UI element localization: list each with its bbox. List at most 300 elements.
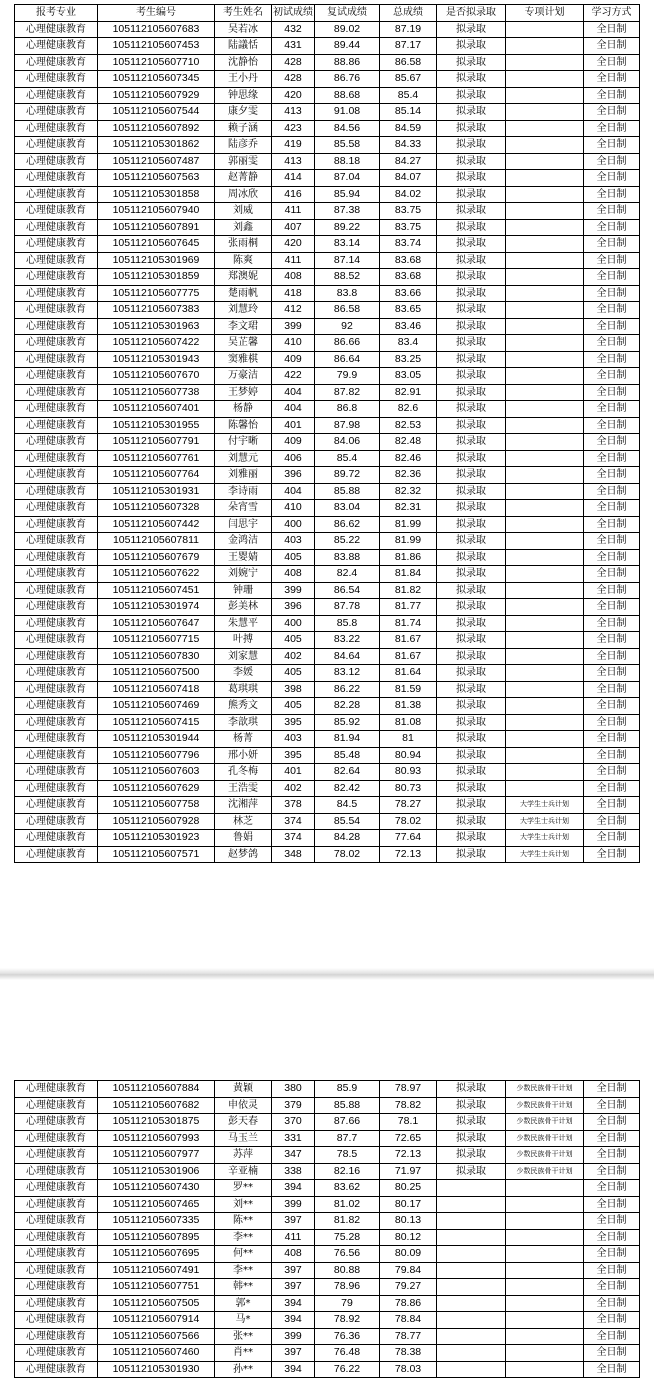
cell-prelim-score: 404 xyxy=(272,483,315,500)
cell-total-score: 80.13 xyxy=(380,1213,437,1230)
cell-retest-score: 83.14 xyxy=(315,236,380,253)
cell-candidate-id: 105112105607418 xyxy=(98,681,215,698)
cell-name: 孙** xyxy=(215,1361,272,1378)
cell-candidate-id: 105112105301858 xyxy=(98,186,215,203)
table-row xyxy=(15,1180,640,1197)
cell-candidate-id: 105112105607401 xyxy=(98,401,215,418)
table-row xyxy=(15,1081,640,1098)
cell-candidate-id: 105112105607566 xyxy=(98,1328,215,1345)
cell-special-plan xyxy=(506,252,584,269)
table-row xyxy=(15,269,640,286)
cell-study-mode: 全日制 xyxy=(584,797,640,814)
cell-retest-score: 79.9 xyxy=(315,368,380,385)
cell-total-score: 84.33 xyxy=(380,137,437,154)
cell-major: 心理健康教育 xyxy=(15,780,98,797)
cell-study-mode: 全日制 xyxy=(584,450,640,467)
cell-major: 心理健康教育 xyxy=(15,846,98,863)
cell-study-mode: 全日制 xyxy=(584,632,640,649)
cell-name: 李诗雨 xyxy=(215,483,272,500)
cell-retest-score: 81.94 xyxy=(315,731,380,748)
cell-prelim-score: 396 xyxy=(272,599,315,616)
cell-total-score: 78.38 xyxy=(380,1345,437,1362)
cell-name: 葛琪琪 xyxy=(215,681,272,698)
cell-special-plan xyxy=(506,566,584,583)
cell-candidate-id: 105112105301923 xyxy=(98,830,215,847)
cell-total-score: 82.32 xyxy=(380,483,437,500)
cell-study-mode: 全日制 xyxy=(584,38,640,55)
cell-total-score: 81.08 xyxy=(380,714,437,731)
cell-major: 心理健康教育 xyxy=(15,153,98,170)
cell-name: 闫思宇 xyxy=(215,516,272,533)
cell-admission-status: 拟录取 xyxy=(437,368,506,385)
cell-prelim-score: 420 xyxy=(272,236,315,253)
header-retest-score: 复试成绩 xyxy=(315,5,380,22)
cell-prelim-score: 428 xyxy=(272,71,315,88)
cell-admission-status: 拟录取 xyxy=(437,516,506,533)
cell-name: 赖子涵 xyxy=(215,120,272,137)
cell-retest-score: 76.48 xyxy=(315,1345,380,1362)
cell-special-plan: 少数民族骨干计划 xyxy=(506,1114,584,1131)
cell-retest-score: 84.5 xyxy=(315,797,380,814)
cell-total-score: 81.82 xyxy=(380,582,437,599)
cell-study-mode: 全日制 xyxy=(584,1114,640,1131)
cell-prelim-score: 400 xyxy=(272,516,315,533)
cell-retest-score: 78.92 xyxy=(315,1312,380,1329)
cell-prelim-score: 406 xyxy=(272,450,315,467)
cell-name: 钟珊 xyxy=(215,582,272,599)
cell-special-plan xyxy=(506,1229,584,1246)
cell-candidate-id: 105112105607928 xyxy=(98,813,215,830)
header-total-score: 总成绩 xyxy=(380,5,437,22)
table-row xyxy=(15,203,640,220)
cell-total-score: 84.27 xyxy=(380,153,437,170)
cell-prelim-score: 408 xyxy=(272,269,315,286)
cell-prelim-score: 423 xyxy=(272,120,315,137)
table-row xyxy=(15,1114,640,1131)
cell-study-mode: 全日制 xyxy=(584,1147,640,1164)
cell-major: 心理健康教育 xyxy=(15,747,98,764)
cell-major: 心理健康教育 xyxy=(15,434,98,451)
cell-special-plan xyxy=(506,450,584,467)
cell-total-score: 79.27 xyxy=(380,1279,437,1296)
cell-prelim-score: 338 xyxy=(272,1163,315,1180)
cell-candidate-id: 105112105607682 xyxy=(98,1097,215,1114)
cell-name: 郭丽雯 xyxy=(215,153,272,170)
cell-special-plan xyxy=(506,1328,584,1345)
cell-candidate-id: 105112105607695 xyxy=(98,1246,215,1263)
cell-major: 心理健康教育 xyxy=(15,120,98,137)
cell-retest-score: 87.04 xyxy=(315,170,380,187)
table-row xyxy=(15,846,640,863)
cell-candidate-id: 105112105607940 xyxy=(98,203,215,220)
cell-admission-status: 拟录取 xyxy=(437,1081,506,1098)
cell-total-score: 83.66 xyxy=(380,285,437,302)
cell-admission-status: 拟录取 xyxy=(437,104,506,121)
cell-study-mode: 全日制 xyxy=(584,335,640,352)
cell-special-plan xyxy=(506,1295,584,1312)
cell-name: 鲁娟 xyxy=(215,830,272,847)
cell-study-mode: 全日制 xyxy=(584,434,640,451)
table-row xyxy=(15,104,640,121)
cell-admission-status: 拟录取 xyxy=(437,120,506,137)
cell-study-mode: 全日制 xyxy=(584,21,640,38)
cell-study-mode: 全日制 xyxy=(584,780,640,797)
cell-name: 沈湘萍 xyxy=(215,797,272,814)
cell-study-mode: 全日制 xyxy=(584,516,640,533)
cell-prelim-score: 374 xyxy=(272,830,315,847)
cell-admission-status: 拟录取 xyxy=(437,434,506,451)
cell-prelim-score: 409 xyxy=(272,434,315,451)
table-row xyxy=(15,434,640,451)
cell-special-plan xyxy=(506,648,584,665)
cell-study-mode: 全日制 xyxy=(584,1180,640,1197)
cell-prelim-score: 422 xyxy=(272,368,315,385)
cell-special-plan xyxy=(506,434,584,451)
cell-total-score: 78.27 xyxy=(380,797,437,814)
cell-special-plan xyxy=(506,1262,584,1279)
cell-name: 钟思缘 xyxy=(215,87,272,104)
cell-major: 心理健康教育 xyxy=(15,236,98,253)
table-row xyxy=(15,302,640,319)
cell-retest-score: 76.56 xyxy=(315,1246,380,1263)
cell-candidate-id: 105112105607895 xyxy=(98,1229,215,1246)
cell-major: 心理健康教育 xyxy=(15,1196,98,1213)
cell-total-score: 80.12 xyxy=(380,1229,437,1246)
cell-total-score: 83.68 xyxy=(380,252,437,269)
cell-major: 心理健康教育 xyxy=(15,665,98,682)
cell-major: 心理健康教育 xyxy=(15,252,98,269)
cell-total-score: 78.84 xyxy=(380,1312,437,1329)
cell-name: 楚雨帆 xyxy=(215,285,272,302)
cell-prelim-score: 395 xyxy=(272,747,315,764)
cell-major: 心理健康教育 xyxy=(15,104,98,121)
cell-name: 李媛 xyxy=(215,665,272,682)
cell-retest-score: 78.02 xyxy=(315,846,380,863)
table-row xyxy=(15,1147,640,1164)
cell-prelim-score: 399 xyxy=(272,1196,315,1213)
table-row xyxy=(15,1246,640,1263)
cell-special-plan xyxy=(506,21,584,38)
cell-total-score: 83.65 xyxy=(380,302,437,319)
table-row xyxy=(15,1312,640,1329)
table-row xyxy=(15,797,640,814)
cell-study-mode: 全日制 xyxy=(584,467,640,484)
cell-study-mode: 全日制 xyxy=(584,599,640,616)
cell-special-plan xyxy=(506,236,584,253)
cell-total-score: 81.77 xyxy=(380,599,437,616)
table-row xyxy=(15,137,640,154)
cell-name: 杨静 xyxy=(215,401,272,418)
cell-study-mode: 全日制 xyxy=(584,648,640,665)
cell-retest-score: 76.36 xyxy=(315,1328,380,1345)
cell-major: 心理健康教育 xyxy=(15,186,98,203)
cell-retest-score: 87.7 xyxy=(315,1130,380,1147)
cell-admission-status: 拟录取 xyxy=(437,335,506,352)
cell-major: 心理健康教育 xyxy=(15,450,98,467)
cell-retest-score: 85.8 xyxy=(315,615,380,632)
cell-name: 刘威 xyxy=(215,203,272,220)
cell-special-plan xyxy=(506,219,584,236)
table-row xyxy=(15,384,640,401)
cell-admission-status: 拟录取 xyxy=(437,1147,506,1164)
cell-candidate-id: 105112105607505 xyxy=(98,1295,215,1312)
cell-admission-status: 拟录取 xyxy=(437,219,506,236)
cell-name: 孔冬梅 xyxy=(215,764,272,781)
cell-major: 心理健康教育 xyxy=(15,170,98,187)
cell-name: 王小丹 xyxy=(215,71,272,88)
cell-retest-score: 79 xyxy=(315,1295,380,1312)
cell-prelim-score: 411 xyxy=(272,1229,315,1246)
cell-major: 心理健康教育 xyxy=(15,516,98,533)
cell-admission-status xyxy=(437,1279,506,1296)
cell-special-plan xyxy=(506,1196,584,1213)
table-row xyxy=(15,368,640,385)
cell-major: 心理健康教育 xyxy=(15,384,98,401)
cell-prelim-score: 394 xyxy=(272,1180,315,1197)
cell-study-mode: 全日制 xyxy=(584,153,640,170)
cell-study-mode: 全日制 xyxy=(584,1262,640,1279)
cell-study-mode: 全日制 xyxy=(584,615,640,632)
table-row xyxy=(15,599,640,616)
cell-total-score: 80.73 xyxy=(380,780,437,797)
cell-name: 刘慧玲 xyxy=(215,302,272,319)
cell-prelim-score: 397 xyxy=(272,1345,315,1362)
cell-retest-score: 89.44 xyxy=(315,38,380,55)
cell-admission-status: 拟录取 xyxy=(437,599,506,616)
cell-admission-status: 拟录取 xyxy=(437,54,506,71)
cell-retest-score: 84.64 xyxy=(315,648,380,665)
cell-name: 郭* xyxy=(215,1295,272,1312)
cell-retest-score: 88.86 xyxy=(315,54,380,71)
cell-name: 林芝 xyxy=(215,813,272,830)
cell-candidate-id: 105112105607710 xyxy=(98,54,215,71)
cell-total-score: 87.19 xyxy=(380,21,437,38)
cell-prelim-score: 407 xyxy=(272,219,315,236)
cell-admission-status: 拟录取 xyxy=(437,186,506,203)
cell-special-plan xyxy=(506,87,584,104)
cell-candidate-id: 105112105301969 xyxy=(98,252,215,269)
cell-retest-score: 89.22 xyxy=(315,219,380,236)
table-row xyxy=(15,1295,640,1312)
cell-candidate-id: 105112105607453 xyxy=(98,38,215,55)
cell-special-plan xyxy=(506,170,584,187)
cell-special-plan xyxy=(506,335,584,352)
cell-study-mode: 全日制 xyxy=(584,54,640,71)
cell-special-plan xyxy=(506,38,584,55)
cell-candidate-id: 105112105607764 xyxy=(98,467,215,484)
cell-candidate-id: 105112105607670 xyxy=(98,368,215,385)
cell-admission-status: 拟录取 xyxy=(437,384,506,401)
table-row xyxy=(15,1229,640,1246)
cell-special-plan xyxy=(506,582,584,599)
cell-total-score: 81.67 xyxy=(380,648,437,665)
cell-study-mode: 全日制 xyxy=(584,566,640,583)
cell-retest-score: 82.64 xyxy=(315,764,380,781)
cell-major: 心理健康教育 xyxy=(15,467,98,484)
cell-name: 刘鑫 xyxy=(215,219,272,236)
cell-admission-status: 拟录取 xyxy=(437,714,506,731)
cell-major: 心理健康教育 xyxy=(15,87,98,104)
cell-retest-score: 85.22 xyxy=(315,533,380,550)
table-row xyxy=(15,401,640,418)
header-admission-status: 是否拟录取 xyxy=(437,5,506,22)
cell-special-plan: 少数民族骨干计划 xyxy=(506,1147,584,1164)
cell-total-score: 81 xyxy=(380,731,437,748)
table-row xyxy=(15,417,640,434)
cell-study-mode: 全日制 xyxy=(584,665,640,682)
cell-special-plan xyxy=(506,384,584,401)
cell-name: 吴芷馨 xyxy=(215,335,272,352)
cell-total-score: 83.75 xyxy=(380,203,437,220)
header-name: 考生姓名 xyxy=(215,5,272,22)
cell-admission-status xyxy=(437,1262,506,1279)
table-row xyxy=(15,170,640,187)
cell-candidate-id: 105112105301930 xyxy=(98,1361,215,1378)
cell-study-mode: 全日制 xyxy=(584,1279,640,1296)
cell-admission-status: 拟录取 xyxy=(437,813,506,830)
cell-name: 肖** xyxy=(215,1345,272,1362)
cell-total-score: 81.86 xyxy=(380,549,437,566)
cell-special-plan xyxy=(506,1279,584,1296)
cell-name: 万豪洁 xyxy=(215,368,272,385)
table-row xyxy=(15,335,640,352)
cell-name: 刘家慧 xyxy=(215,648,272,665)
cell-prelim-score: 401 xyxy=(272,764,315,781)
cell-candidate-id: 105112105607683 xyxy=(98,21,215,38)
cell-prelim-score: 396 xyxy=(272,467,315,484)
cell-candidate-id: 105112105607563 xyxy=(98,170,215,187)
cell-prelim-score: 404 xyxy=(272,401,315,418)
cell-study-mode: 全日制 xyxy=(584,401,640,418)
cell-special-plan: 少数民族骨干计划 xyxy=(506,1081,584,1098)
cell-candidate-id: 105112105607929 xyxy=(98,87,215,104)
cell-prelim-score: 411 xyxy=(272,252,315,269)
cell-special-plan xyxy=(506,665,584,682)
table-row xyxy=(15,830,640,847)
cell-major: 心理健康教育 xyxy=(15,533,98,550)
cell-candidate-id: 105112105607622 xyxy=(98,566,215,583)
cell-prelim-score: 403 xyxy=(272,533,315,550)
cell-special-plan xyxy=(506,137,584,154)
cell-total-score: 78.97 xyxy=(380,1081,437,1098)
cell-admission-status: 拟录取 xyxy=(437,483,506,500)
table-row xyxy=(15,747,640,764)
cell-candidate-id: 105112105607715 xyxy=(98,632,215,649)
table-row xyxy=(15,285,640,302)
cell-name: 陈馨怡 xyxy=(215,417,272,434)
cell-prelim-score: 401 xyxy=(272,417,315,434)
cell-total-score: 83.46 xyxy=(380,318,437,335)
cell-prelim-score: 394 xyxy=(272,1361,315,1378)
cell-prelim-score: 378 xyxy=(272,797,315,814)
cell-candidate-id: 105112105607415 xyxy=(98,714,215,731)
cell-name: 李歆琪 xyxy=(215,714,272,731)
cell-name: 陈爽 xyxy=(215,252,272,269)
cell-candidate-id: 105112105607603 xyxy=(98,764,215,781)
cell-total-score: 81.99 xyxy=(380,533,437,550)
cell-name: 王婴婧 xyxy=(215,549,272,566)
cell-candidate-id: 105112105607451 xyxy=(98,582,215,599)
cell-special-plan xyxy=(506,285,584,302)
cell-retest-score: 92 xyxy=(315,318,380,335)
table-row xyxy=(15,1213,640,1230)
cell-total-score: 82.6 xyxy=(380,401,437,418)
cell-admission-status: 拟录取 xyxy=(437,566,506,583)
table-row xyxy=(15,252,640,269)
header-special-plan: 专项计划 xyxy=(506,5,584,22)
cell-candidate-id: 105112105301931 xyxy=(98,483,215,500)
cell-study-mode: 全日制 xyxy=(584,1361,640,1378)
cell-study-mode: 全日制 xyxy=(584,120,640,137)
cell-total-score: 85.4 xyxy=(380,87,437,104)
cell-major: 心理健康教育 xyxy=(15,54,98,71)
cell-prelim-score: 410 xyxy=(272,335,315,352)
cell-prelim-score: 409 xyxy=(272,351,315,368)
cell-candidate-id: 105112105607491 xyxy=(98,1262,215,1279)
cell-retest-score: 89.72 xyxy=(315,467,380,484)
cell-name: 朵宵雪 xyxy=(215,500,272,517)
cell-prelim-score: 420 xyxy=(272,87,315,104)
cell-retest-score: 82.42 xyxy=(315,780,380,797)
cell-study-mode: 全日制 xyxy=(584,252,640,269)
cell-admission-status: 拟录取 xyxy=(437,1130,506,1147)
cell-special-plan: 大学生士兵计划 xyxy=(506,830,584,847)
cell-total-score: 82.91 xyxy=(380,384,437,401)
cell-special-plan xyxy=(506,599,584,616)
cell-retest-score: 86.58 xyxy=(315,302,380,319)
cell-admission-status: 拟录取 xyxy=(437,417,506,434)
cell-candidate-id: 105112105607345 xyxy=(98,71,215,88)
cell-candidate-id: 105112105607469 xyxy=(98,698,215,715)
cell-candidate-id: 105112105607647 xyxy=(98,615,215,632)
cell-candidate-id: 105112105301859 xyxy=(98,269,215,286)
cell-special-plan: 大学生士兵计划 xyxy=(506,846,584,863)
cell-name: 刘雅丽 xyxy=(215,467,272,484)
cell-major: 心理健康教育 xyxy=(15,1295,98,1312)
cell-name: 邢小妍 xyxy=(215,747,272,764)
cell-retest-score: 85.94 xyxy=(315,186,380,203)
table-row xyxy=(15,1345,640,1362)
cell-major: 心理健康教育 xyxy=(15,71,98,88)
cell-admission-status xyxy=(437,1180,506,1197)
cell-prelim-score: 395 xyxy=(272,714,315,731)
cell-candidate-id: 105112105607892 xyxy=(98,120,215,137)
cell-admission-status: 拟录取 xyxy=(437,137,506,154)
cell-name: 郑澳妮 xyxy=(215,269,272,286)
cell-admission-status: 拟录取 xyxy=(437,698,506,715)
cell-total-score: 82.53 xyxy=(380,417,437,434)
cell-name: 赵菁静 xyxy=(215,170,272,187)
cell-study-mode: 全日制 xyxy=(584,87,640,104)
cell-study-mode: 全日制 xyxy=(584,219,640,236)
table-row xyxy=(15,186,640,203)
table-row xyxy=(15,450,640,467)
cell-candidate-id: 105112105301906 xyxy=(98,1163,215,1180)
cell-prelim-score: 347 xyxy=(272,1147,315,1164)
cell-admission-status: 拟录取 xyxy=(437,318,506,335)
cell-name: 李文珺 xyxy=(215,318,272,335)
table-row xyxy=(15,533,640,550)
cell-candidate-id: 105112105607758 xyxy=(98,797,215,814)
cell-retest-score: 88.18 xyxy=(315,153,380,170)
cell-total-score: 83.68 xyxy=(380,269,437,286)
cell-special-plan xyxy=(506,104,584,121)
cell-major: 心理健康教育 xyxy=(15,1262,98,1279)
cell-candidate-id: 105112105607891 xyxy=(98,219,215,236)
cell-retest-score: 86.76 xyxy=(315,71,380,88)
cell-study-mode: 全日制 xyxy=(584,1246,640,1263)
cell-major: 心理健康教育 xyxy=(15,1114,98,1131)
